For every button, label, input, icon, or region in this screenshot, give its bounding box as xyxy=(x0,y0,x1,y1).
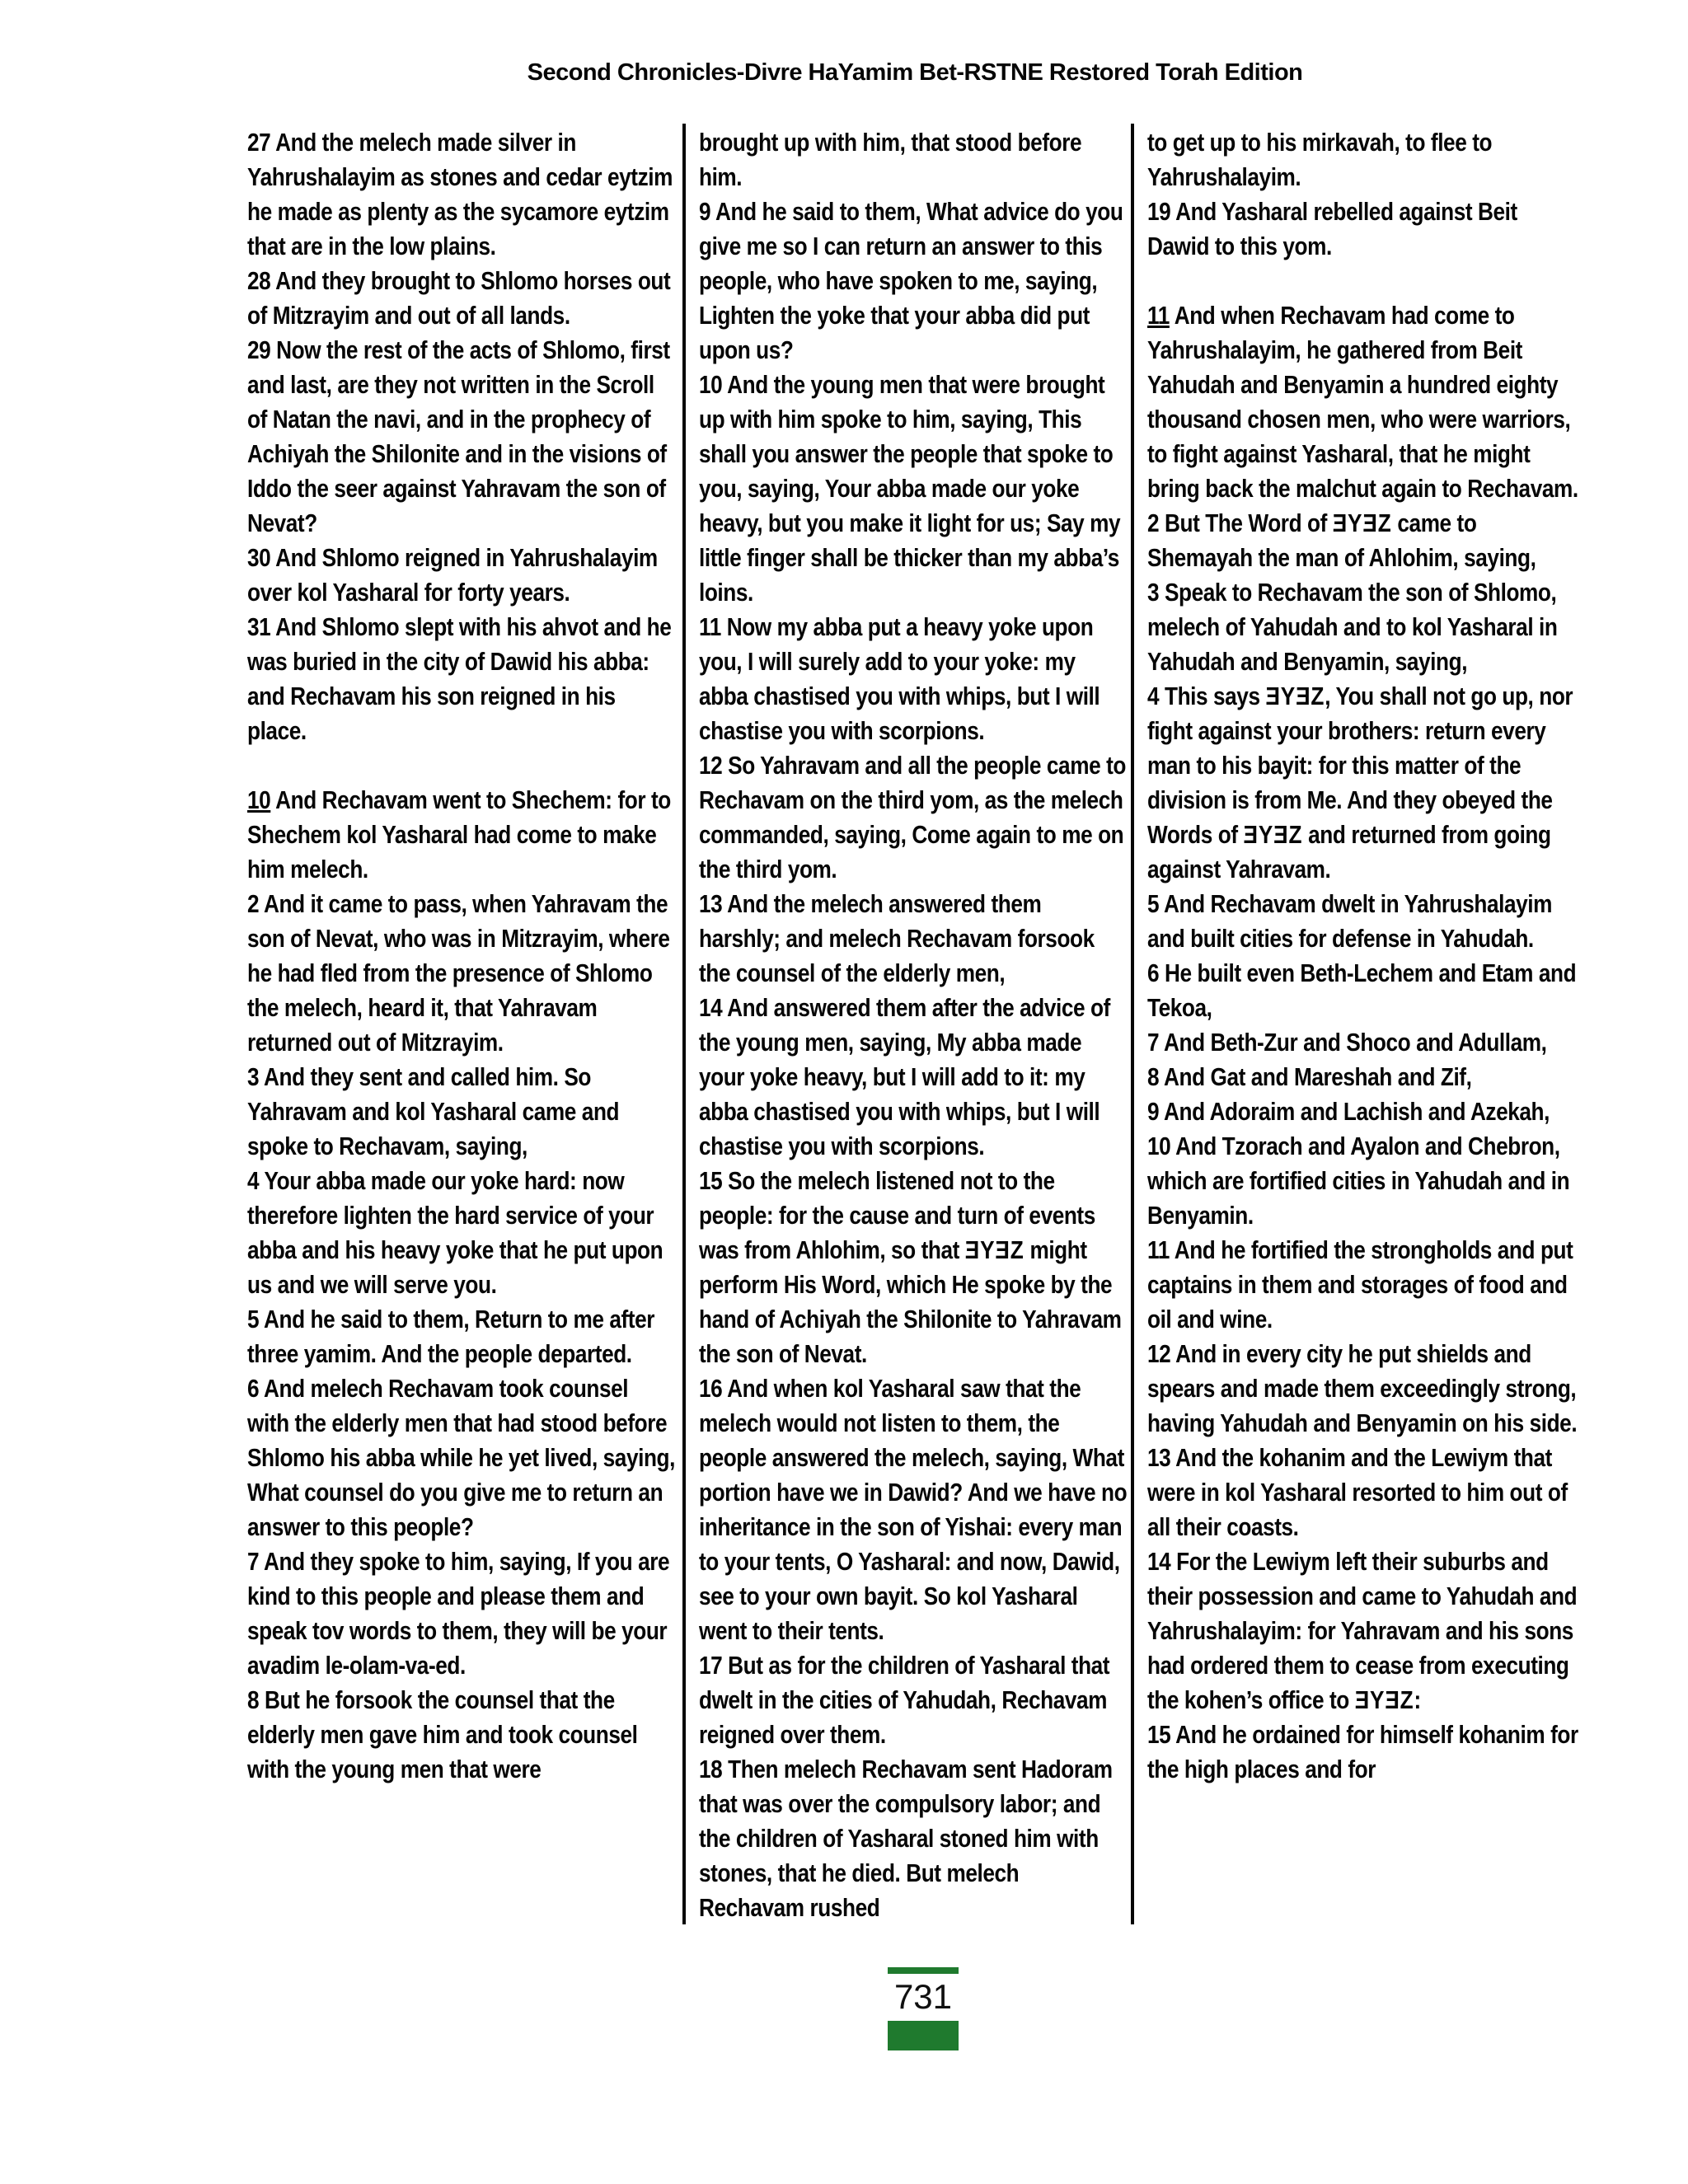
verse-paragraph: 2 And it came to pass, when Yahravam the son of Nevat, who was in Mitzrayim, where he had fled from the presence of Shlomo the melech, heard it, that Yahravam returned out of Mitzrayim. xyxy=(247,889,670,1057)
chapter-number: 11 xyxy=(1147,301,1170,330)
verse-paragraph: brought up with him, that stood before him. xyxy=(699,128,1082,191)
verse-paragraph: 10 And Rechavam went to Shechem: for to Shechem kol Yasharal had come to make him melech. xyxy=(247,785,671,883)
verse-paragraph: 15 So the melech listened not to the people: for the cause and turn of events was from Ahlohim, so that ƎYƎZ might perform His Word, which He spoke by the hand of Achiyah the Shilonite to Yahravam the son of Nevat. xyxy=(699,1166,1122,1368)
verse-paragraph: 11 Now my abba put a heavy yoke upon you, I will surely add to your yoke: my abba chastised you with whips, but I will chastise you with scorpions. xyxy=(699,612,1100,745)
footer-green-block xyxy=(888,2021,959,2050)
verse-paragraph: 3 Speak to Rechavam the son of Shlomo, melech of Yahudah and to kol Yasharal in Yahudah and Benyamin, saying, xyxy=(1147,578,1558,676)
tetragrammaton-glyph: ƎYƎZ xyxy=(1354,1685,1414,1714)
verse-paragraph: 13 And the melech answered them harshly; and melech Rechavam forsook the counsel of the elderly men, xyxy=(699,889,1095,987)
tetragrammaton-glyph: ƎYƎZ xyxy=(1243,820,1303,849)
verse-paragraph: 7 And they spoke to him, saying, If you are kind to this people and please them and speak tov words to them, they will be your avadim le-olam-va-ed. xyxy=(247,1547,670,1680)
verse-paragraph: 30 And Shlomo reigned in Yahrushalayim over kol Yasharal for forty years. xyxy=(247,543,658,607)
verse-paragraph: 11 And when Rechavam had come to Yahrushalayim, he gathered from Beit Yahudah and Benyamin a hundred eighty thousand chosen men, who were warriors, to fight against Yasharal, that he might bring back the malchut again to Rechavam. xyxy=(1147,301,1578,503)
verse-paragraph: to get up to his mirkavah, to flee to Yahrushalayim. xyxy=(1147,128,1493,191)
verse-paragraph: 14 And answered them after the advice of the young men, saying, My abba made your yoke heavy, but I will add to it: my abba chastised you with whips, but I will chastise you with scorpions. xyxy=(699,993,1110,1160)
page-number: 731 xyxy=(893,1977,953,2016)
verse-paragraph: 19 And Yasharal rebelled against Beit Dawid to this yom. xyxy=(1147,197,1517,260)
verse-paragraph: 11 And he fortified the strongholds and put captains in them and storages of food and oil and wine. xyxy=(1147,1235,1573,1333)
column-text xyxy=(247,125,676,1787)
verse-paragraph: 6 He built even Beth-Lechem and Etam and Tekoa, xyxy=(1147,958,1577,1022)
tetragrammaton-glyph: ƎYƎZ xyxy=(1265,682,1325,710)
verse-paragraph: 9 And Adoraim and Lachish and Azekah, xyxy=(1147,1097,1550,1126)
verse-paragraph: 28 And they brought to Shlomo horses out of Mitzrayim and out of all lands. xyxy=(247,266,671,330)
verse-paragraph: 8 And Gat and Mareshah and Zif, xyxy=(1147,1062,1472,1091)
verse-paragraph: 18 Then melech Rechavam sent Hadoram that was over the compulsory labor; and the children of Yasharal stoned him with stones, that he died. But melech Rechavam rushed xyxy=(699,1755,1113,1922)
column-divider xyxy=(682,124,686,1924)
verse-paragraph: 3 And they sent and called him. So Yahravam and kol Yasharal came and spoke to Rechavam, saying, xyxy=(247,1062,620,1160)
verse-paragraph: 17 But as for the children of Yasharal that dwelt in the cities of Yahudah, Rechavam reigned over them. xyxy=(699,1651,1110,1749)
column-divider xyxy=(1131,124,1134,1924)
verse-paragraph: 4 This says ƎYƎZ, You shall not go up, nor fight against your brothers: return every man to his bayit: for this matter of the division is from Me. And they obeyed the Words of ƎYƎZ and returned from going against Yahravam. xyxy=(1147,682,1573,883)
text-column-2 xyxy=(699,125,1128,1925)
verse-paragraph: 10 And the young men that were brought up with him spoke to him, saying, This shall you answer the people that spoke to you, saying, Your abba made our yoke heavy, but you make it light for us; Say my little finger shall be thicker than my abba’s loins. xyxy=(699,370,1121,607)
chapter-number: 10 xyxy=(247,785,271,814)
verse-paragraph: 12 And in every city he put shields and spears and made them exceedingly strong, having Yahudah and Benyamin on his side. xyxy=(1147,1339,1578,1437)
text-column-1 xyxy=(247,125,676,1787)
footer-rule-top xyxy=(888,1967,959,1974)
verse-paragraph: 8 But he forsook the counsel that the elderly men gave him and took counsel with the young men that were xyxy=(247,1685,638,1783)
verse-paragraph: 7 And Beth-Zur and Shoco and Adullam, xyxy=(1147,1028,1547,1057)
column-text xyxy=(1147,125,1581,1787)
page-header-title: Second Chronicles-Divre HaYamim Bet-RSTNE Restored Torah Edition xyxy=(527,59,1303,86)
tetragrammaton-glyph: ƎYƎZ xyxy=(964,1235,1025,1264)
verse-paragraph: 31 And Shlomo slept with his ahvot and he was buried in the city of Dawid his abba: and Rechavam his son reigned in his place. xyxy=(247,612,672,745)
verse-paragraph: 13 And the kohanim and the Lewiym that were in kol Yasharal resorted to him out of all their coasts. xyxy=(1147,1443,1568,1541)
text-column-3 xyxy=(1147,125,1581,1787)
verse-paragraph: 5 And Rechavam dwelt in Yahrushalayim and built cities for defense in Yahudah. xyxy=(1147,889,1552,953)
verse-paragraph: 14 For the Lewiym left their suburbs and their possession and came to Yahudah and Yahrushalayim: for Yahravam and his sons had ordered them to cease from executing the kohen’s office to ƎYƎZ: xyxy=(1147,1547,1578,1714)
verse-paragraph: 10 And Tzorach and Ayalon and Chebron, which are fortified cities in Yahudah and in Benyamin. xyxy=(1147,1132,1570,1230)
tetragrammaton-glyph: ƎYƎZ xyxy=(1332,509,1392,537)
verse-paragraph: 16 And when kol Yasharal saw that the melech would not listen to them, the people answered the melech, saying, What portion have we in Dawid? And we have no inheritance in the son of Yishai: every man to your tents, O Yasharal: and now, Dawid, see to your own bayit. So kol Yasharal went to their tents. xyxy=(699,1374,1128,1645)
verse-paragraph: 29 Now the rest of the acts of Shlomo, first and last, are they not written in the Scroll of Natan the navi, and in the prophecy of Achiyah the Shilonite and in the visions of Iddo the seer against Yahravam the son of Nevat? xyxy=(247,335,670,537)
verse-paragraph: 2 But The Word of ƎYƎZ came to Shemayah the man of Ahlohim, saying, xyxy=(1147,509,1536,572)
verse-paragraph: 5 And he said to them, Return to me after three yamim. And the people departed. xyxy=(247,1305,655,1368)
verse-paragraph: 9 And he said to them, What advice do you give me so I can return an answer to this people, who have spoken to me, saying, Lighten the yoke that your abba did put upon us? xyxy=(699,197,1123,364)
verse-paragraph: 12 So Yahravam and all the people came to Rechavam on the third yom, as the melech commanded, saying, Come again to me on the third yom. xyxy=(699,751,1126,883)
verse-paragraph: 27 And the melech made silver in Yahrushalayim as stones and cedar eytzim he made as plenty as the sycamore eytzim that are in the low plains. xyxy=(247,128,673,260)
verse-paragraph: 4 Your abba made our yoke hard: now therefore lighten the hard service of your abba and his heavy yoke that he put upon us and we will serve you. xyxy=(247,1166,663,1299)
column-text xyxy=(699,125,1128,1925)
verse-paragraph: 6 And melech Rechavam took counsel with the elderly men that had stood before Shlomo his abba while he yet lived, saying, What counsel do you give me to return an answer to this people? xyxy=(247,1374,675,1541)
verse-paragraph: 15 And he ordained for himself kohanim for the high places and for xyxy=(1147,1720,1578,1783)
